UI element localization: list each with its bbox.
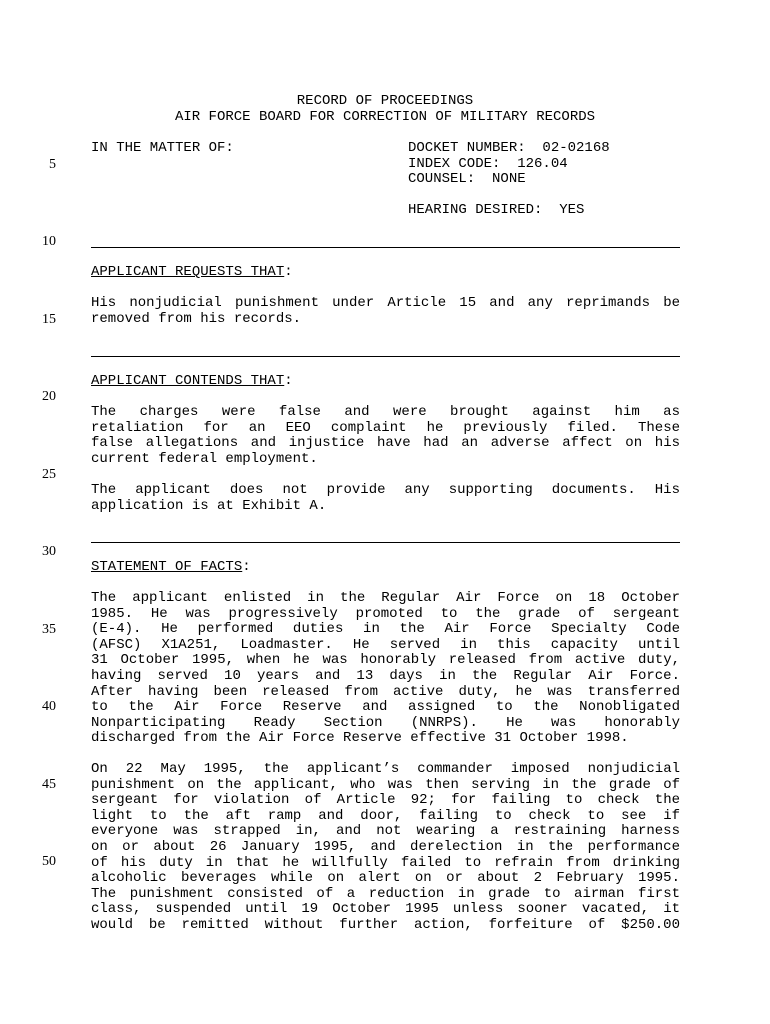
line-number: 5 [49,157,56,172]
contends-paragraph-2 [91,483,680,514]
section-divider [91,247,680,248]
text-line: alcoholic beverages while on alert on or about 2 February 1995. [91,871,680,887]
line-number: 35 [42,622,56,637]
text-line: (E-4). He performed duties in the Air Force Specialty Code [91,622,680,638]
text-line: After having been released from active duty, he was transferred [91,684,680,700]
docket-number: DOCKET NUMBER: 02-02168 [408,140,610,156]
facts-paragraph-1 [91,591,680,747]
line-number: 45 [42,777,56,792]
section-divider [91,542,680,543]
text-line: current federal employment. [91,451,318,467]
board-title: AIR FORCE BOARD FOR CORRECTION OF MILITARY RECORDS [174,109,596,125]
line-number: 25 [42,467,56,482]
text-line: (AFSC) X1A251, Loadmaster. He served in this capacity until [91,637,680,653]
text-line: false allegations and injustice have had an adverse affect on his [91,436,680,452]
text-line: application is at Exhibit A. [91,498,327,514]
text-line: everyone was strapped in, and not wearing a restraining harness [91,824,680,840]
text-line: light to the aft ramp and door, failing to check to see if [91,808,680,824]
record-title: RECORD OF PROCEEDINGS [296,93,474,109]
section-divider [91,356,680,357]
facts-paragraph-2 [91,762,680,934]
text-line: of his duty in that he willfully failed to refrain from drinking [91,855,680,871]
text-line: to the Air Force Reserve and assigned to the Nonobligated [91,700,680,716]
text-line: having served 10 years and 13 days in the Regular Air Force. [91,668,680,684]
text-line: removed from his records. [91,311,302,327]
line-number: 10 [42,234,56,249]
line-number: 30 [42,544,56,559]
contends-paragraph-1 [91,405,680,467]
line-number: 20 [42,389,56,404]
text-line: would be remitted without further action, forfeiture of $250.00 [91,917,680,933]
line-number: 15 [42,312,56,327]
contends-heading: APPLICANT CONTENDS THAT: [91,373,293,389]
text-line: class, suspended until 19 October 1995 unless sooner vacated, it [91,902,680,918]
text-line: The applicant does not provide any supporting documents. His [91,483,680,498]
text-line: On 22 May 1995, the applicant’s commander imposed nonjudicial [91,762,680,777]
facts-heading: STATEMENT OF FACTS: [91,559,251,575]
counsel: COUNSEL: NONE [408,171,526,187]
line-number: 50 [42,854,56,869]
text-line: punishment on the applicant, who was then serving in the grade of [91,777,680,793]
requests-heading: APPLICANT REQUESTS THAT: [91,264,293,280]
text-line: 1985. He was progressively promoted to the grade of sergeant [91,606,680,622]
text-line: Nonparticipating Ready Section (NNRPS). He was honorably [91,715,680,731]
text-line: The charges were false and were brought against him as [91,405,680,420]
text-line: discharged from the Air Force Reserve effective 31 October 1998. [91,731,629,747]
text-line: The applicant enlisted in the Regular Air Force on 18 October [91,591,680,606]
text-line: His nonjudicial punishment under Article 15 and any reprimands be [91,296,680,311]
text-line: on or about 26 January 1995, and derelection in the performance [91,839,680,855]
text-line: The punishment consisted of a reduction in grade to airman first [91,886,680,902]
text-line: retaliation for an EEO complaint he previously filed. These [91,420,680,436]
requests-paragraph [91,296,680,327]
text-line: 31 October 1995, when he was honorably released from active duty, [91,653,680,669]
text-line: sergeant for violation of Article 92; for failing to check the [91,793,680,809]
hearing-desired: HEARING DESIRED: YES [408,202,585,218]
matter-label: IN THE MATTER OF: [91,140,234,156]
line-number: 40 [42,699,56,714]
index-code: INDEX CODE: 126.04 [408,156,568,172]
